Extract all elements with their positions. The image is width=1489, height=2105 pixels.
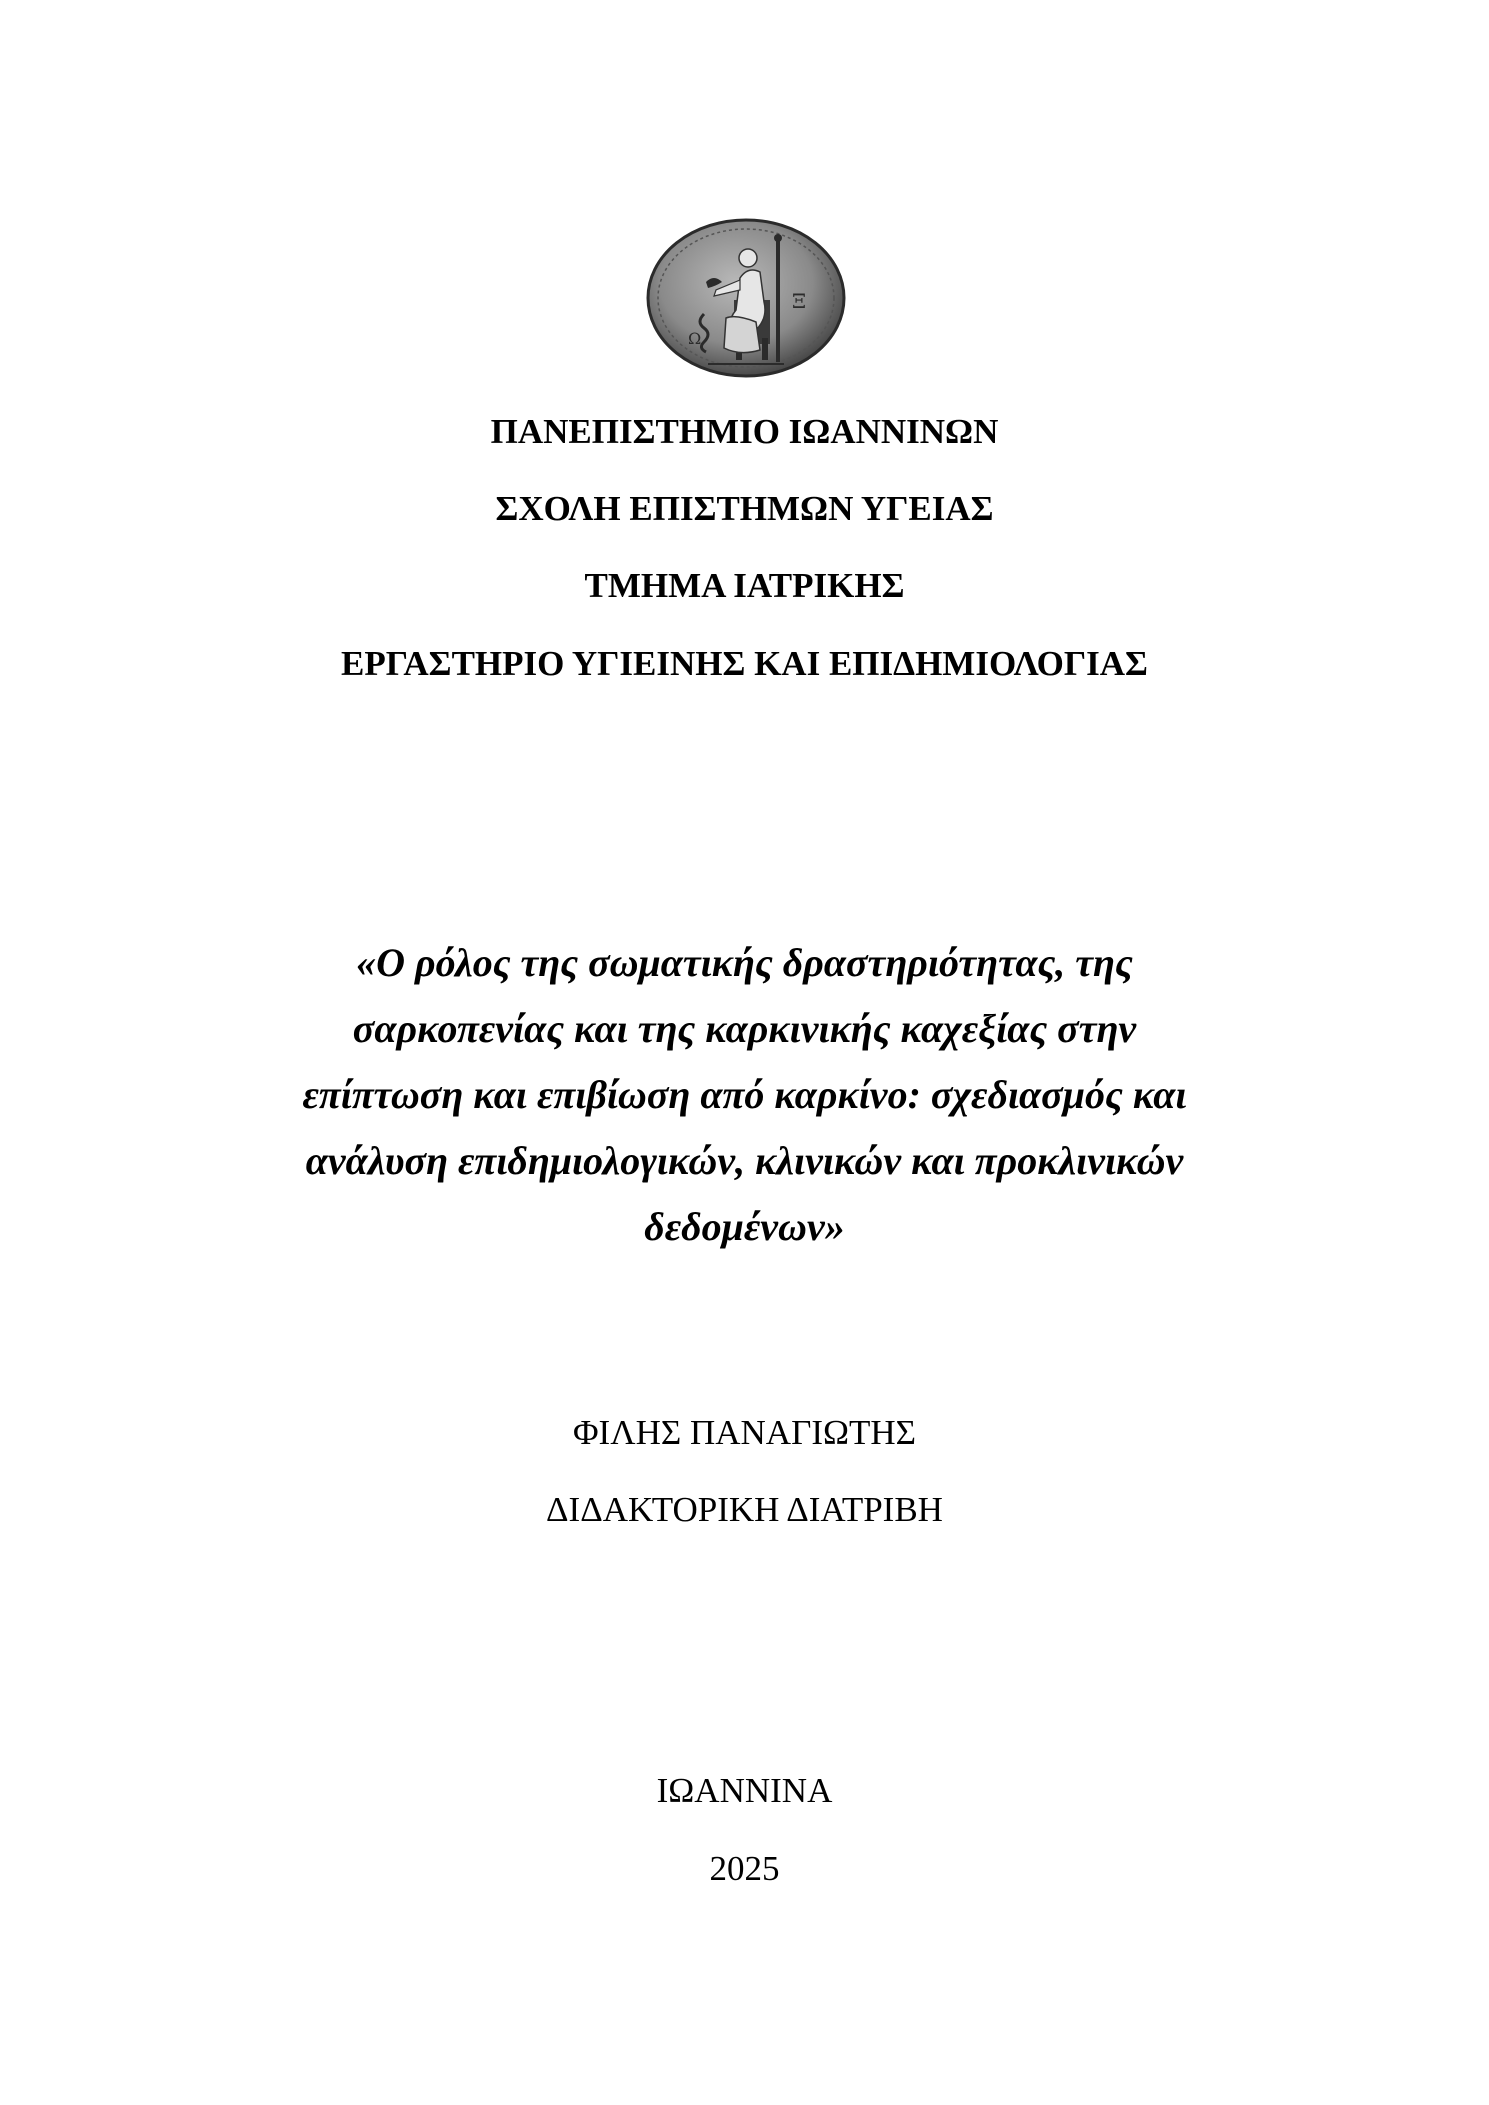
thesis-title-line: ανάλυση επιδημιολογικών, κλινικών και προκλινικών [305, 1138, 1184, 1183]
publication-year: 2025 [709, 1849, 780, 1888]
thesis-title-line: σαρκοπενίας και της καρκινικής καχεξίας στην [352, 1006, 1137, 1051]
thesis-title [180, 930, 1309, 1260]
laboratory-name: ΕΡΓΑΣΤΗΡΙΟ ΥΓΙΕΙΝΗΣ ΚΑΙ ΕΠΙΔΗΜΙΟΛΟΓΙΑΣ [341, 644, 1148, 683]
thesis-title-line: δεδομένων» [644, 1204, 845, 1249]
university-coin-seal-icon [644, 218, 848, 378]
school-name: ΣΧΟΛΗ ΕΠΙΣΤΗΜΩΝ ΥΓΕΙΑΣ [495, 489, 994, 528]
degree-type: ΔΙΔΑΚΤΟΡΙΚΗ ΔΙΑΤΡΙΒΗ [546, 1490, 943, 1529]
thesis-title-line: «Ο ρόλος της σωματικής δραστηριότητας, της [356, 940, 1133, 985]
thesis-title-line: επίπτωση και επιβίωση από καρκίνο: σχεδιασμός και [302, 1072, 1187, 1117]
svg-text:Ξ: Ξ [792, 289, 807, 313]
university-name: ΠΑΝΕΠΙΣΤΗΜΙΟ ΙΩΑΝΝΙΝΩΝ [490, 412, 999, 451]
svg-text:Ω: Ω [688, 329, 702, 348]
city-name: ΙΩΑΝΝΙΝΑ [656, 1771, 833, 1810]
department-name: ΤΜΗΜΑ ΙΑΤΡΙΚΗΣ [584, 566, 905, 605]
author-name: ΦΙΛΗΣ ΠΑΝΑΓΙΩΤΗΣ [572, 1413, 917, 1452]
